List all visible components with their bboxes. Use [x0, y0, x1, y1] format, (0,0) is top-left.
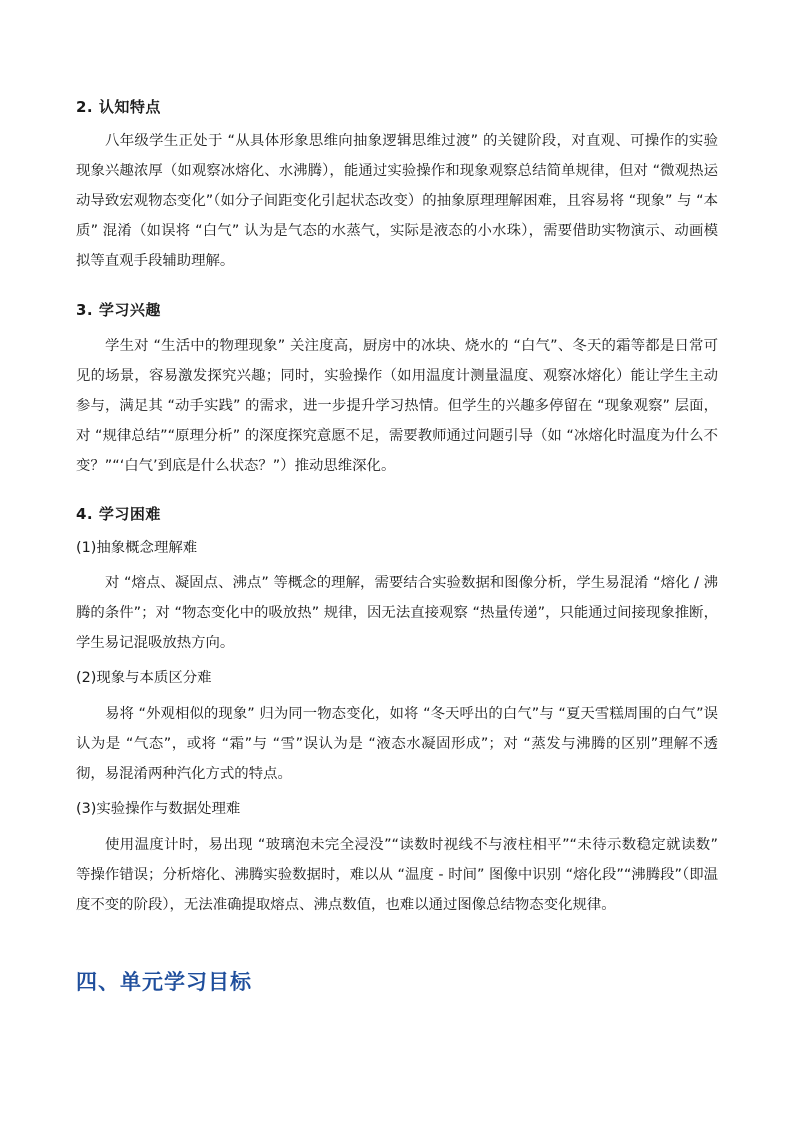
paragraph-interest: 学生对 “生活中的物理现象” 关注度高，厨房中的冰块、烧水的 “白气”、冬天的霜等都是日常可见的场景，容易激发探究兴趣；同时，实验操作（如用温度计测量温度、观察冰熔化）能让学生主动参与，满足其 “动手实践” 的需求，进一步提升学习热情。但学生的兴趣多停留在 “现象观察” 层面，对 “规律总结”“原理分析” 的深度探究意愿不足，需要教师通过问题引导（如 “冰熔化时温度为什么不变？”“‘白气’到底是什么状态？”）推动思维深化。	[76, 338, 718, 474]
paragraph-phenomenon: 易将 “外观相似的现象” 归为同一物态变化，如将 “冬天呼出的白气”与 “夏天雪糕周围的白气”误认为是 “气态”，或将 “霜”与 “雪”误认为是 “液态水凝固形成”；对 “蒸发与沸腾的区别”理解不透彻，易混淆两种汽化方式的特点。	[76, 706, 718, 782]
chapter-heading: 四、单元学习目标	[76, 970, 252, 994]
section-heading-cognitive: 2. 认知特点	[76, 98, 161, 116]
paragraph-experiment: 使用温度计时，易出现 “玻璃泡未完全浸没”“读数时视线不与液柱相平”“未待示数稳定就读数” 等操作错误；分析熔化、沸腾实验数据时，难以从 “温度 - 时间” 图像中识别 “熔化段”“沸腾段”（即温度不变的阶段），无法准确提取熔点、沸点数值，也难以通过图像总结物态变化规律。	[76, 837, 718, 913]
section-heading-difficulty: 4. 学习困难	[76, 505, 161, 523]
paragraph-cognitive: 八年级学生正处于 “从具体形象思维向抽象逻辑思维过渡” 的关键阶段，对直观、可操作的实验现象兴趣浓厚（如观察冰熔化、水沸腾），能通过实验操作和现象观察总结简单规律，但对 “微观热运动导致宏观物态变化”（如分子间距变化引起状态改变）的抽象原理理解困难，且容易将 “现象” 与 “本质” 混淆（如误将 “白气” 认为是气态的水蒸气，实际是液态的小水珠），需要借助实物演示、动画模拟等直观手段辅助理解。	[76, 133, 718, 269]
subsection-title-phenomenon: (2)现象与本质区分难	[76, 670, 212, 686]
subsection-title-abstract: (1)抽象概念理解难	[76, 540, 198, 556]
paragraph-abstract: 对 “熔点、凝固点、沸点” 等概念的理解，需要结合实验数据和图像分析，学生易混淆 “熔化 / 沸腾的条件”；对 “物态变化中的吸放热” 规律，因无法直接观察 “热量传递”，只能通过间接现象推断，学生易记混吸放热方向。	[76, 575, 718, 651]
subsection-title-experiment: (3)实验操作与数据处理难	[76, 801, 241, 817]
section-heading-interest: 3. 学习兴趣	[76, 301, 161, 319]
